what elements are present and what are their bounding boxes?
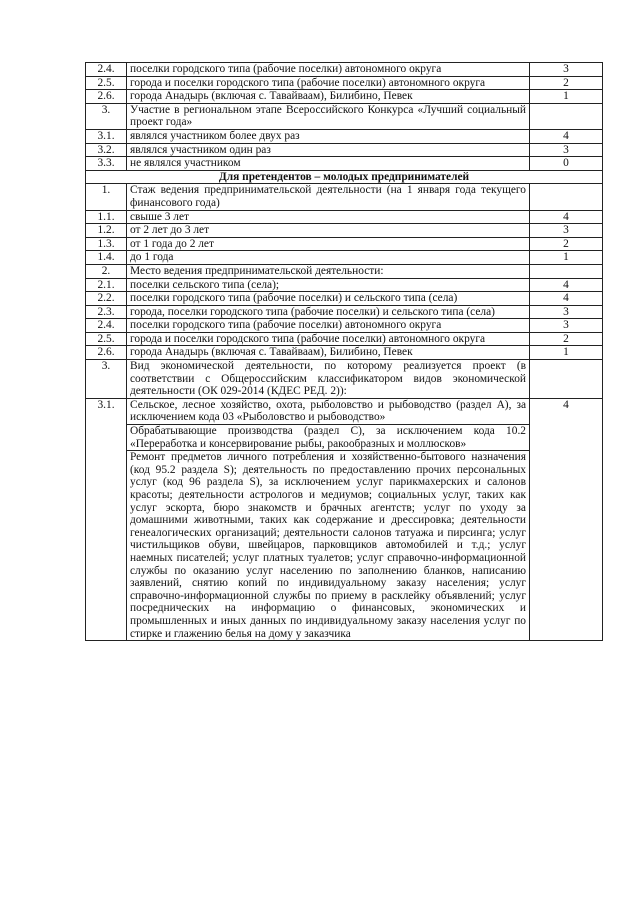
row-criterion: до 1 года — [127, 251, 530, 265]
row-score — [530, 360, 603, 399]
table-row — [86, 398, 603, 640]
row-number: 2.4. — [86, 319, 127, 333]
table-row — [86, 103, 603, 129]
row-number: 2.6. — [86, 90, 127, 104]
row-score: 3 — [530, 224, 603, 238]
row-score — [530, 184, 603, 210]
row-score: 1 — [530, 346, 603, 360]
row-score: 2 — [530, 76, 603, 90]
table-row — [86, 332, 603, 346]
row-criterion — [127, 398, 530, 640]
section-title: Для претендентов – молодых предпринимателей — [86, 170, 603, 184]
row-score: 2 — [530, 332, 603, 346]
row-criterion: города и поселки городского типа (рабочие поселки) автономного округа — [127, 332, 530, 346]
row-criterion: поселки городского типа (рабочие поселки) автономного округа — [127, 319, 530, 333]
row-criterion: Место ведения предпринимательской деятельности: — [127, 264, 530, 278]
row-criterion: поселки городского типа (рабочие поселки) автономного округа — [127, 63, 530, 77]
row-number: 2.5. — [86, 332, 127, 346]
table-row — [86, 63, 603, 77]
row-number: 3.1. — [86, 129, 127, 143]
row-score: 4 — [530, 278, 603, 292]
table-row — [86, 210, 603, 224]
row-score: 4 — [530, 129, 603, 143]
criterion-part: Ремонт предметов личного потребления и хозяйственно-бытового назначения (код 95.2 раздела S); деятельность по предоставлению прочих персональных услуг (код 96 раздела S), за исключением услуг парикмахерских и салонов красоты; деятельности астрологов и медиумов; социальных услуг, таких как услуг эскорта, бюро знакомств и брачных агентств; услуг по уходу за домашними животными, таких как содержание и дрессировка; деятельности генеалогических организаций; деятельности салонов татуажа и пирсинга; услуг чистильщиков обуви, швейцаров, парковщиков автомобилей и т.д.; услуг наемных писателей; услуг платных туалетов; услуг справочно-информационной службы по оказанию услуг населению по заполнению бланков, написанию заявлений, снятию копий по индивидуальному заказу населения; услуг справочно-информационной службы по приему в расклейку объявлений; услуг посреднических на информацию о финансовых, экономических и промышленных и иных данных по индивидуальному заказу населения услуг по стирке и глажению белья на дому у заказчика — [127, 450, 529, 640]
row-number: 2.1. — [86, 278, 127, 292]
row-number: 2.5. — [86, 76, 127, 90]
row-number: 3.2. — [86, 143, 127, 157]
table-row — [86, 184, 603, 210]
row-criterion: от 2 лет до 3 лет — [127, 224, 530, 238]
row-number: 3.1. — [86, 398, 127, 640]
row-criterion: города Анадырь (включая с. Тавайваам), Билибино, Певек — [127, 90, 530, 104]
table-row — [86, 143, 603, 157]
table-row — [86, 278, 603, 292]
row-criterion: от 1 года до 2 лет — [127, 237, 530, 251]
row-number: 2.2. — [86, 292, 127, 306]
criteria-table — [85, 62, 603, 641]
row-number: 1.2. — [86, 224, 127, 238]
row-criterion: Участие в региональном этапе Всероссийского Конкурса «Лучший социальный проект года» — [127, 103, 530, 129]
row-score: 4 — [530, 292, 603, 306]
row-criterion: поселки сельского типа (села); — [127, 278, 530, 292]
table-row — [86, 346, 603, 360]
row-number: 3. — [86, 360, 127, 399]
table-row — [86, 319, 603, 333]
row-criterion: города, поселки городского типа (рабочие поселки) и сельского типа (села) — [127, 305, 530, 319]
row-criterion: являлся участником более двух раз — [127, 129, 530, 143]
row-criterion: Вид экономической деятельности, по которому реализуется проект (в соответствии с Общероссийским классификатором видов экономической деятельности (ОК 029-2014 (КДЕС РЕД. 2)): — [127, 360, 530, 399]
row-number: 1.4. — [86, 251, 127, 265]
section-header-row — [86, 170, 603, 184]
row-number: 1.3. — [86, 237, 127, 251]
table-row — [86, 76, 603, 90]
row-criterion: поселки городского типа (рабочие поселки) и сельского типа (села) — [127, 292, 530, 306]
row-number: 1.1. — [86, 210, 127, 224]
row-number: 1. — [86, 184, 127, 210]
row-number: 3. — [86, 103, 127, 129]
table-row — [86, 129, 603, 143]
table-row — [86, 360, 603, 399]
row-number: 2.3. — [86, 305, 127, 319]
table-row — [86, 251, 603, 265]
row-criterion: являлся участником один раз — [127, 143, 530, 157]
row-number: 2.4. — [86, 63, 127, 77]
table-row — [86, 292, 603, 306]
row-score: 3 — [530, 305, 603, 319]
row-score: 1 — [530, 90, 603, 104]
row-score: 4 — [530, 210, 603, 224]
row-criterion: города и поселки городского типа (рабочие поселки) автономного округа — [127, 76, 530, 90]
row-score: 4 — [530, 398, 603, 640]
criterion-part: Обрабатывающие производства (раздел С), за исключением кода 10.2 «Переработка и консервирование рыбы, ракообразных и моллюсков» — [127, 424, 529, 450]
row-number: 3.3. — [86, 157, 127, 171]
row-number: 2.6. — [86, 346, 127, 360]
row-score — [530, 103, 603, 129]
row-score: 0 — [530, 157, 603, 171]
row-criterion: Стаж ведения предпринимательской деятельности (на 1 января года текущего финансового года) — [127, 184, 530, 210]
criterion-part: Сельское, лесное хозяйство, охота, рыболовство и рыбоводство (раздел А), за исключением кода 03 «Рыболовство и рыбоводство» — [130, 398, 526, 424]
table-row — [86, 90, 603, 104]
table-row — [86, 157, 603, 171]
table-row — [86, 224, 603, 238]
row-score: 2 — [530, 237, 603, 251]
row-criterion: свыше 3 лет — [127, 210, 530, 224]
table-row — [86, 305, 603, 319]
row-score: 3 — [530, 319, 603, 333]
row-score: 3 — [530, 143, 603, 157]
row-number: 2. — [86, 264, 127, 278]
table-row — [86, 264, 603, 278]
row-criterion: не являлся участником — [127, 157, 530, 171]
row-score: 1 — [530, 251, 603, 265]
document-page — [85, 62, 603, 641]
row-criterion: города Анадырь (включая с. Тавайваам), Билибино, Певек — [127, 346, 530, 360]
table-row — [86, 237, 603, 251]
row-score: 3 — [530, 63, 603, 77]
row-score — [530, 264, 603, 278]
